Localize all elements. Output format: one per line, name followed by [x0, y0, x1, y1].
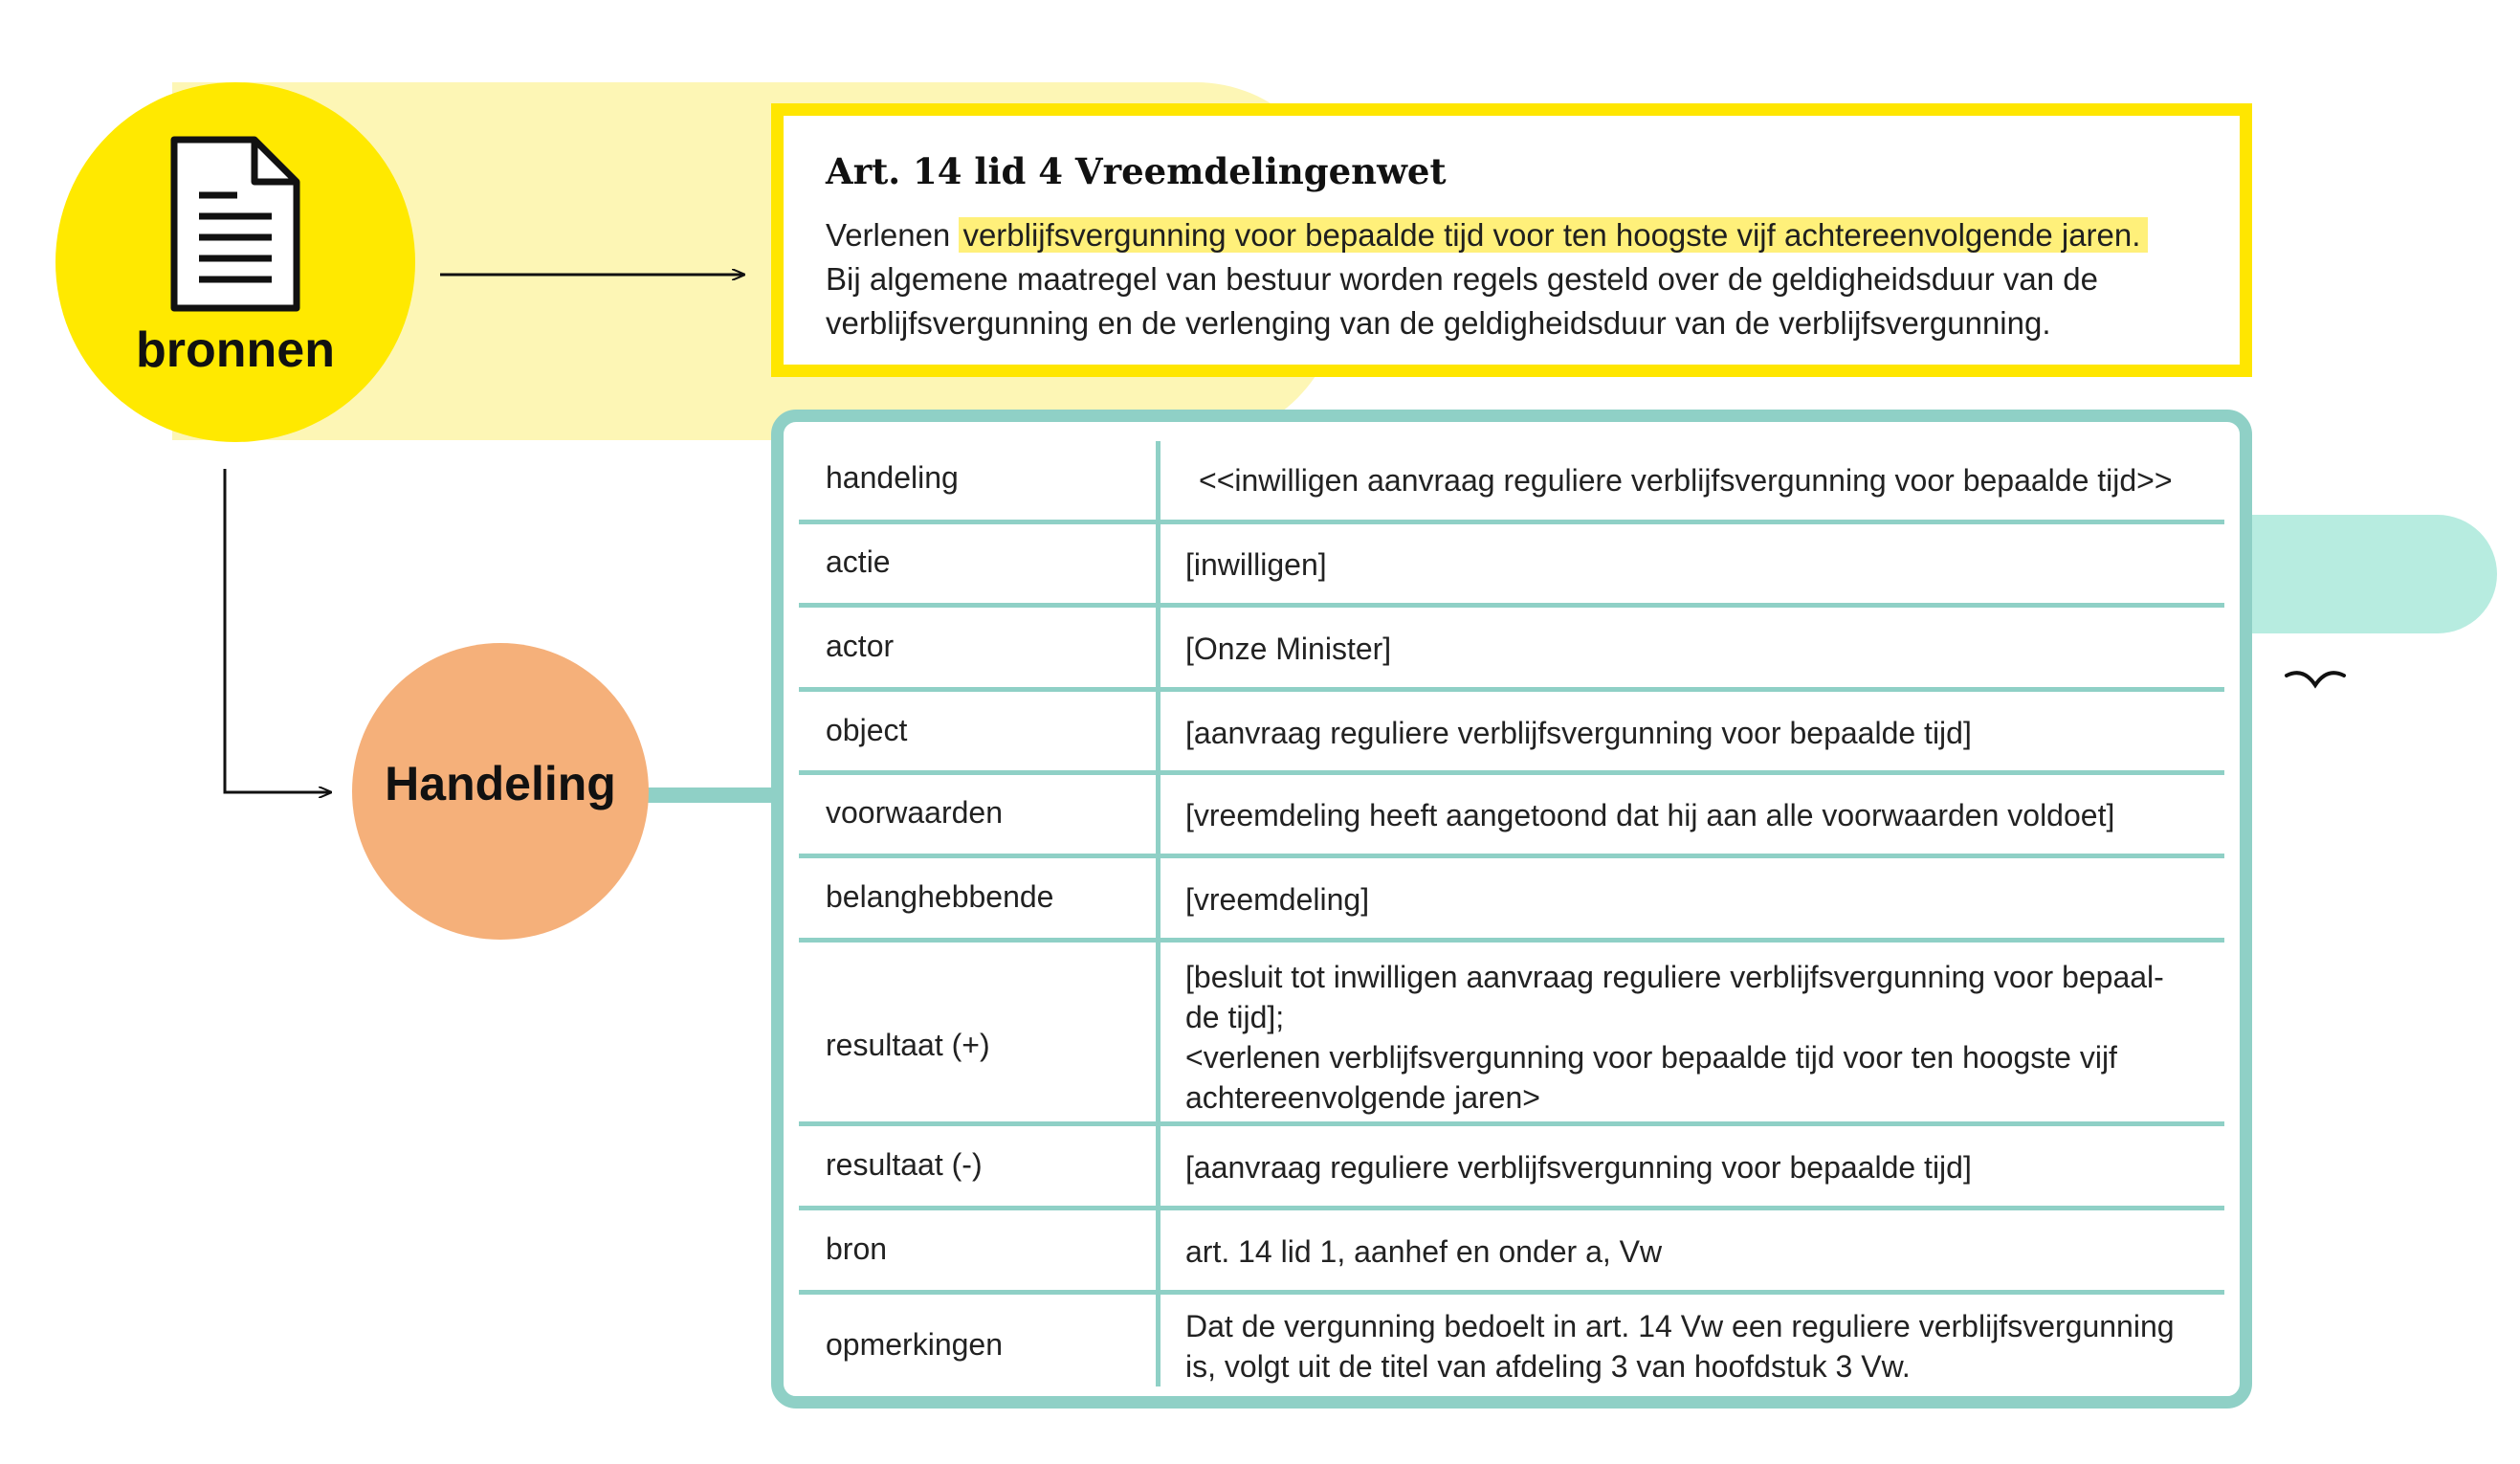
- row-separator: [799, 1290, 2224, 1295]
- row-value: [inwilligen]: [1185, 547, 1327, 582]
- row-separator: [799, 854, 2224, 858]
- source-line-2: Bij algemene maatregel van bestuur worden regels gesteld over de geldigheidsduur van de: [826, 261, 2099, 297]
- table-row-handeling: [799, 460, 2224, 506]
- row-label: handeling: [826, 460, 959, 495]
- row-value: [vreemdeling heeft aangetoond dat hij aan alle voorwaarden voldoet]: [1185, 798, 2115, 832]
- bronnen-node: [55, 82, 415, 442]
- value-line: Dat de vergunning bedoelt in art. 14 Vw een reguliere verblijfsvergunning: [1185, 1309, 2175, 1343]
- source-text-start: Verlenen: [826, 217, 960, 253]
- handeling-node: [352, 643, 649, 940]
- row-label: resultaat (-): [826, 1147, 983, 1182]
- value-line: <verlenen verblijfsvergunning voor bepaalde tijd voor ten hoogste vijf: [1185, 1040, 2117, 1075]
- source-text: [826, 213, 2198, 345]
- arrow-bronnen-to-handeling: [225, 469, 331, 792]
- table-row-resultaat-plus: [799, 957, 2224, 1139]
- row-separator: [799, 770, 2224, 775]
- row-label: actie: [826, 544, 891, 579]
- swoosh-icon: [2285, 668, 2346, 695]
- row-value: [aanvraag reguliere verblijfsvergunning voor bepaalde tijd]: [1185, 1150, 1972, 1185]
- row-value: art. 14 lid 1, aanhef en onder a, Vw: [1185, 1234, 1663, 1269]
- source-line-3: verblijfsvergunning en de verlenging van de geldigheidsduur van de verblijfsvergunning.: [826, 305, 2051, 341]
- row-separator: [799, 687, 2224, 692]
- value-line: [besluit tot inwilligen aanvraag reguliere verblijfsvergunning voor bepaal-: [1185, 960, 2164, 994]
- value-line: de tijd];: [1185, 1000, 1285, 1034]
- row-value: <<inwilligen aanvraag reguliere verblijfsvergunning voor bepaalde tijd>>: [1199, 463, 2173, 498]
- value-line: achtereenvolgende jaren>: [1185, 1080, 1540, 1115]
- source-article-box: [771, 103, 2252, 377]
- table-row-opmerkingen: [799, 1306, 2224, 1392]
- row-value: [vreemdeling]: [1185, 882, 1370, 917]
- row-label: belanghebbende: [826, 879, 1054, 914]
- row-separator: [799, 603, 2224, 608]
- source-highlight: verblijfsvergunning voor bepaalde tijd voor ten hoogste vijf achtereenvolgende jaren.: [959, 217, 2148, 253]
- row-separator: [799, 1121, 2224, 1126]
- row-label: bron: [826, 1231, 888, 1266]
- document-icon: [170, 136, 300, 312]
- row-value: [aanvraag reguliere verblijfsvergunning voor bepaalde tijd]: [1185, 716, 1972, 750]
- row-label: voorwaarden: [826, 795, 1003, 830]
- row-label: opmerkingen: [826, 1327, 1003, 1362]
- handeling-label: Handeling: [385, 757, 616, 810]
- row-separator: [799, 938, 2224, 943]
- row-value: [Onze Minister]: [1185, 632, 1392, 666]
- row-value: [1185, 957, 2209, 1118]
- bronnen-label: bronnen: [136, 322, 335, 378]
- value-line: is, volgt uit de titel van afdeling 3 van hoofdstuk 3 Vw.: [1185, 1349, 1911, 1384]
- row-label: resultaat (+): [826, 1028, 990, 1062]
- source-title: Art. 14 lid 4 Vreemdelingenwet: [826, 150, 1447, 192]
- row-value: [1185, 1306, 2209, 1386]
- row-separator: [799, 520, 2224, 524]
- handeling-table-connector: [647, 787, 777, 803]
- row-label: object: [826, 713, 908, 747]
- handeling-table: [771, 410, 2252, 1409]
- table-column-divider: [1156, 441, 1161, 1386]
- row-separator: [799, 1206, 2224, 1210]
- row-label: actor: [826, 629, 895, 663]
